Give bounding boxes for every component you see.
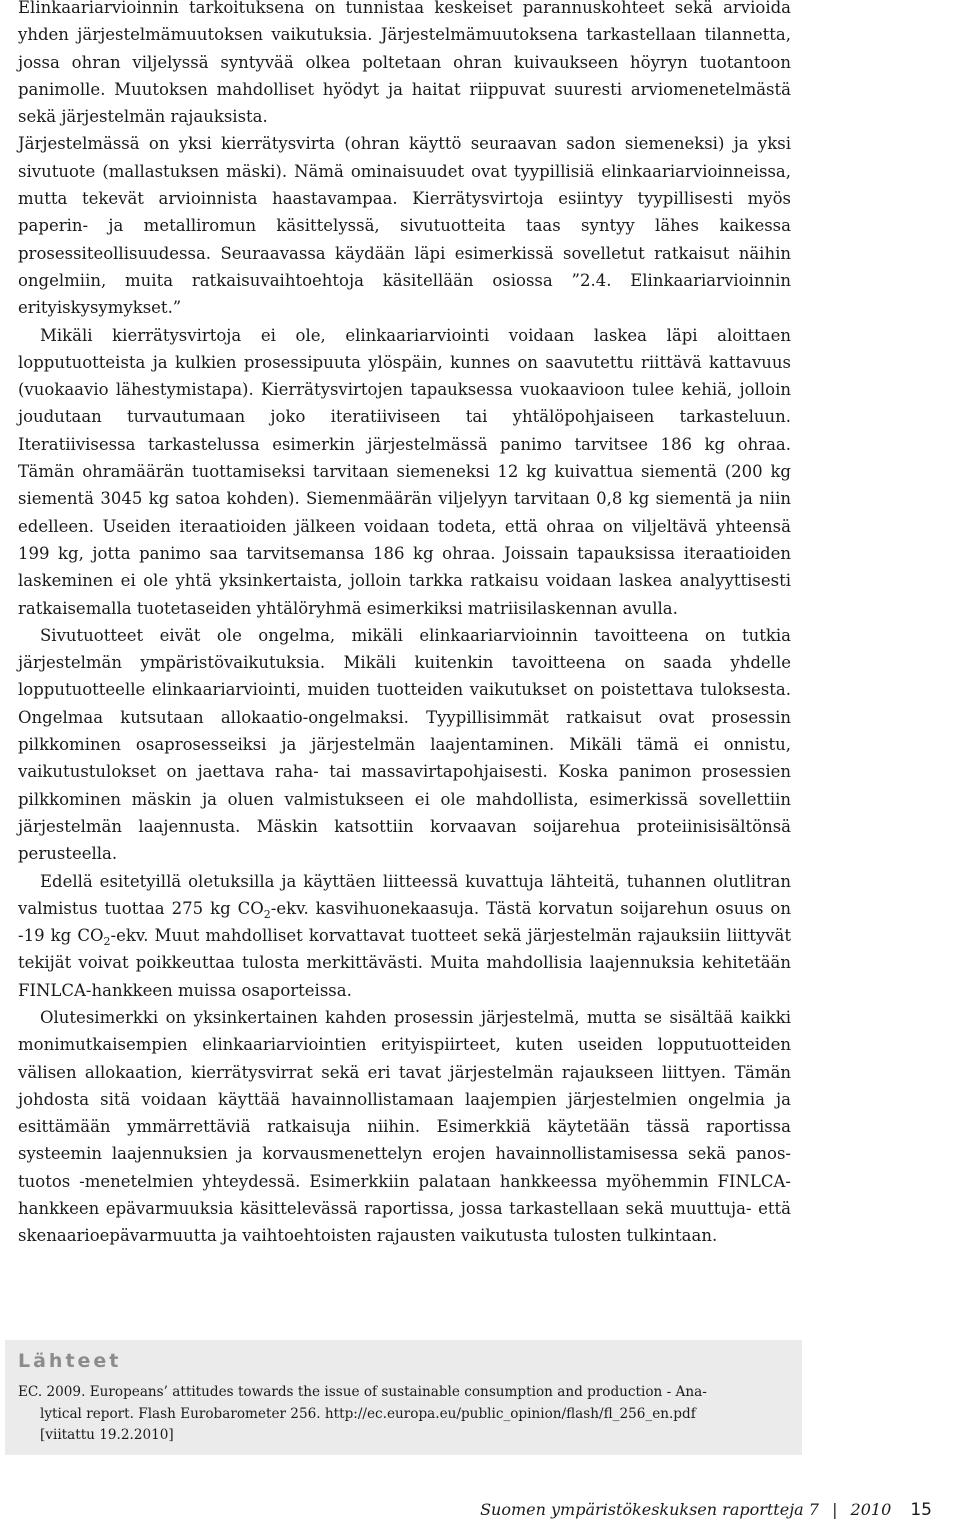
- paragraph-5-part-a: Edellä esitetyillä oletuksilla ja käyttäen liitteessä kuvattuja lähteitä, tuhannen olutlitran valmistus tuottaa 275 kg CO: [18, 871, 791, 918]
- report-series: Suomen ympäristökeskuksen raportteja 7: [480, 1500, 819, 1519]
- reference-item: [18, 1382, 773, 1447]
- reference-line-2: lytical report. Flash Eurobarometer 256. http://ec.europa.eu/public_opinion/flash/fl_256_en.pdf: [40, 1405, 696, 1422]
- co2-subscript: 2: [103, 935, 111, 949]
- page-number: 15: [910, 1500, 932, 1520]
- references-box: [5, 1340, 802, 1455]
- report-year: 2010: [850, 1500, 892, 1519]
- reference-line-1: EC. 2009. Europeans’ attitudes towards the issue of sustainable consumption and production - Ana-: [18, 1384, 707, 1400]
- body-text: [18, 0, 791, 1250]
- paragraph-5: [18, 868, 791, 1004]
- paragraph-4: Sivutuotteet eivät ole ongelma, mikäli elinkaariarvioinnin tavoitteena on tutkia järjestelmän ympäristövaikutuksia. Mikäli kuitenkin tavoitteena on saada yhdelle lopputuotteelle elinkaariarviointi, muiden tuotteiden vaikutukset on poistettava tuloksesta. Ongelmaa kutsutaan allokaatio-ongelmaksi. Tyypillisimmät ratkaisut ovat prosessin pilkkominen osaprosesseiksi ja järjestelmän laajentaminen. Mikäli tämä ei onnistu, vaikutustulokset on jaettava raha- tai massavirtapohjaisesti. Koska panimon prosessien pilkkominen mäskin ja oluen valmistukseen ei ole mahdollista, esimerkissä sovellettiin järjestelmän laajennusta. Mäskin katsottiin korvaavan soijarehua proteiinisisältönsä perusteella.: [18, 625, 791, 864]
- co2-subscript: 2: [263, 907, 271, 921]
- paragraph-1: Elinkaariarvioinnin tarkoituksena on tunnistaa keskeiset parannuskohteet sekä arvioida yhden järjestelmämuutoksen vaikutuksia. Järjestelmämuutoksena tarkastellaan tilannetta, jossa ohran viljelyssä syntyvää olkea poltetaan ohran kuivaukseen höyryn tuotantoon panimolle. Muutoksen mahdolliset hyödyt ja haitat riippuvat suuresti arviomenetelmästä sekä järjestelmän rajauksista.: [18, 0, 791, 127]
- paragraph-3: Mikäli kierrätysvirtoja ei ole, elinkaariarviointi voidaan laskea läpi aloittaen lopputuotteista ja kulkien prosessipuuta ylöspäin, kunnes on saavutettu riittävä kattavuus (vuokaavio lähestymistapa). Kierrätysvirtojen tapauksessa vuokaavioon tulee kehiä, jolloin joudutaan turvautumaan joko iteratiiviseen tai yhtälöpohjaiseen tarkasteluun. Iteratiivisessa tarkastelussa esimerkin järjestelmässä panimo tarvitsee 186 kg ohraa. Tämän ohramäärän tuottamiseksi tarvitaan siemeneksi 12 kg kuivattua siementä (200 kg siementä 3045 kg satoa kohden). Siemenmäärän viljelyyn tarvitaan 0,8 kg siementä ja niin edelleen. Useiden iteraatioiden jälkeen voidaan todeta, että ohraa on viljeltävä yhteensä 199 kg, jotta panimo saa tarvitsemansa 186 kg ohraa. Joissain tapauksissa iteraatioiden laskeminen ei ole yhtä yksinkertaista, jolloin tarkka ratkaisu voidaan laskea analyyttisesti ratkaisemalla tuotetaseiden yhtälöryhmä esimerkiksi matriisilaskennan avulla.: [18, 325, 791, 618]
- paragraph-5-part-c: -ekv. Muut mahdolliset korvattavat tuotteet sekä järjestelmän rajauksiin liittyvät tekijät voivat poikkeuttaa tulosta merkittävästi. Muita mahdollisia laajennuksia kehitetään FINLCA-hankkeen muissa osaporteissa.: [18, 926, 792, 1000]
- paragraph-5-part-b: -ekv. kasvihuonekaasuja. Tästä korvatun soijarehun osuus on -19 kg CO: [18, 898, 791, 946]
- footer-separator: |: [832, 1500, 838, 1519]
- paragraph-6: Olutesimerkki on yksinkertainen kahden prosessin järjestelmä, mutta se sisältää kaikki monimutkaisempien elinkaariarviointien erityispiirteet, kuten useiden lopputuotteiden välisen allokaation, kierrätysvirrat sekä eri tavat järjestelmän rajaukseen liittyen. Tämän johdosta sitä voidaan käyttää havainnollistamaan laajempien järjestelmien ongelmia ja esittämään ymmärrettäviä ratkaisuja niihin. Esimerkkiä käytetään tässä raportissa systeemin laajennuksien ja korvausmenettelyn erojen havainnollistamisessa sekä panos-tuotos -menetelmien yhteydessä. Esimerkkiin palataan hankkeessa myöhemmin FINLCA-hankkeen epävarmuuksia käsittelevässä raportissa, jossa tarkastellaan sekä muuttuja- että skenaarioepävarmuutta ja vaihtoehtoisten rajausten vaikutusta tulosten tulkintaan.: [18, 1007, 791, 1246]
- paragraph-2: Järjestelmässä on yksi kierrätysvirta (ohran käyttö seuraavan sadon siemeneksi) ja yksi sivutuote (mallastuksen mäski). Nämä ominaisuudet ovat tyypillisiä elinkaariarvioinneissa, mutta tekevät arvioinnista haastavampaa. Kierrätysvirtoja esiintyy tyypillisesti myös paperin- ja metalliromun käsittelyssä, sivutuotteita taas syntyy lähes kaikessa prosessiteollisuudessa. Seuraavassa käydään läpi esimerkissä sovelletut ratkaisut näihin ongelmiin, muita ratkaisuvaihtoehtoja käsitellään osiossa ”2.4. Elinkaariarvioinnin erityiskysymykset.”: [18, 134, 791, 318]
- page-footer: [480, 1500, 932, 1520]
- reference-line-3: [viitattu 19.2.2010]: [40, 1427, 174, 1443]
- references-heading: Lähteet: [18, 1350, 122, 1372]
